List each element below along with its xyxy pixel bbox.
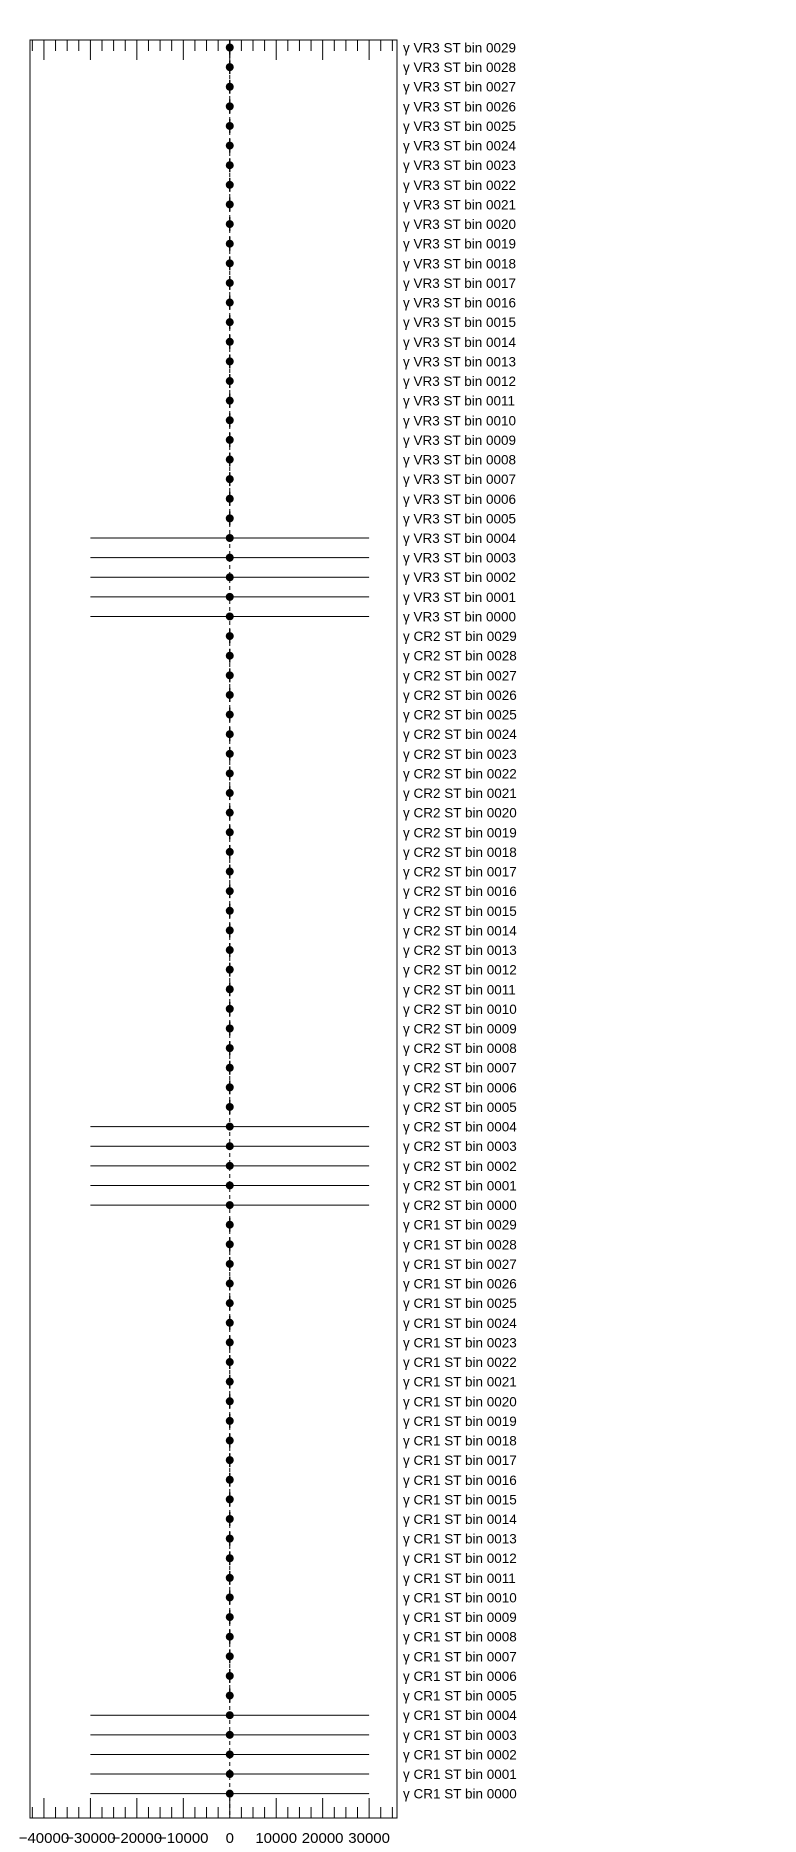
category-label: γ VR3 ST bin 0006 [403,491,517,507]
data-point [226,338,234,346]
data-point [226,279,234,287]
data-point [226,848,234,856]
data-point [226,1672,234,1680]
category-label: γ CR1 ST bin 0029 [403,1217,517,1233]
category-label: γ CR2 ST bin 0003 [403,1139,517,1155]
category-label: γ CR1 ST bin 0009 [403,1610,517,1626]
data-point [226,181,234,189]
data-point [226,750,234,758]
data-point [226,1535,234,1543]
category-label: γ CR2 ST bin 0019 [403,825,517,841]
data-point [226,1181,234,1189]
category-label: γ VR3 ST bin 0002 [403,570,517,586]
category-label: γ VR3 ST bin 0010 [403,413,517,429]
category-label: γ CR2 ST bin 0025 [403,707,517,723]
category-label: γ VR3 ST bin 0020 [403,217,517,233]
data-point [226,142,234,150]
data-point [226,554,234,562]
data-point [226,1692,234,1700]
category-label: γ VR3 ST bin 0024 [403,138,517,154]
x-tick-label: −20000 [111,1830,163,1847]
category-label: γ VR3 ST bin 0018 [403,256,517,272]
data-point [226,1476,234,1484]
data-point [226,1044,234,1052]
category-label: γ VR3 ST bin 0012 [403,374,517,390]
category-label: γ VR3 ST bin 0009 [403,432,517,448]
category-label: γ CR1 ST bin 0023 [403,1335,517,1351]
category-label: γ CR1 ST bin 0010 [403,1590,517,1606]
data-point [226,1378,234,1386]
data-point [226,1025,234,1033]
category-label: γ CR1 ST bin 0024 [403,1315,517,1331]
category-label: γ CR1 ST bin 0002 [403,1747,517,1763]
data-point [226,495,234,503]
data-point [226,612,234,620]
category-label: γ VR3 ST bin 0019 [403,236,517,252]
category-label: γ CR1 ST bin 0018 [403,1433,517,1449]
data-point [226,1123,234,1131]
x-axis-tick-labels [19,1830,390,1847]
category-label: γ CR2 ST bin 0005 [403,1099,517,1115]
category-label: γ VR3 ST bin 0003 [403,550,517,566]
data-point [226,416,234,424]
category-label: γ VR3 ST bin 0005 [403,511,517,527]
data-point [226,985,234,993]
data-point [226,1750,234,1758]
category-label: γ CR2 ST bin 0022 [403,766,517,782]
category-label: γ CR1 ST bin 0011 [403,1570,516,1586]
category-label: γ CR2 ST bin 0017 [403,864,517,880]
category-label: γ VR3 ST bin 0013 [403,354,517,370]
data-point [226,377,234,385]
data-point [226,1280,234,1288]
category-label: γ CR2 ST bin 0027 [403,668,517,684]
category-label: γ VR3 ST bin 0017 [403,275,517,291]
category-label: γ VR3 ST bin 0027 [403,79,517,95]
data-point [226,946,234,954]
category-label: γ CR1 ST bin 0008 [403,1629,517,1645]
category-label: γ CR2 ST bin 0001 [403,1178,517,1194]
x-tick-label: −30000 [65,1830,116,1847]
category-label: γ CR1 ST bin 0006 [403,1668,517,1684]
y-axis-category-labels [403,41,517,1802]
axis-ticks [32,40,392,1818]
data-point [226,102,234,110]
data-point [226,1142,234,1150]
category-label: γ CR2 ST bin 0020 [403,805,517,821]
category-label: γ CR1 ST bin 0027 [403,1256,517,1272]
category-label: γ CR2 ST bin 0029 [403,629,517,645]
category-label: γ CR1 ST bin 0021 [403,1374,517,1390]
x-tick-label: 10000 [255,1830,298,1847]
category-label: γ CR2 ST bin 0018 [403,844,517,860]
category-label: γ CR1 ST bin 0000 [403,1786,517,1802]
data-point [226,769,234,777]
category-label: γ VR3 ST bin 0025 [403,118,517,134]
data-point [226,318,234,326]
data-point [226,1790,234,1798]
category-label: γ CR2 ST bin 0016 [403,884,517,900]
data-point [226,1064,234,1072]
category-label: γ CR1 ST bin 0004 [403,1708,517,1724]
data-point [226,593,234,601]
category-label: γ VR3 ST bin 0008 [403,452,517,468]
data-point [226,514,234,522]
data-point [226,632,234,640]
category-label: γ CR1 ST bin 0013 [403,1531,517,1547]
x-tick-label: 0 [225,1830,234,1847]
data-point [226,1103,234,1111]
data-point [226,1456,234,1464]
data-point [226,730,234,738]
data-point [226,1358,234,1366]
category-label: γ CR2 ST bin 0000 [403,1198,517,1214]
category-label: γ VR3 ST bin 0001 [403,589,517,605]
data-point [226,1417,234,1425]
category-label: γ CR2 ST bin 0023 [403,746,517,762]
data-point [226,671,234,679]
category-label: γ VR3 ST bin 0021 [403,197,517,213]
category-label: γ CR2 ST bin 0026 [403,687,517,703]
data-point [226,1731,234,1739]
data-point [226,907,234,915]
data-point [226,573,234,581]
data-point [226,1240,234,1248]
category-label: γ VR3 ST bin 0015 [403,315,517,331]
data-point [226,299,234,307]
data-point [226,63,234,71]
category-label: γ CR1 ST bin 0019 [403,1413,517,1429]
data-point [226,1613,234,1621]
category-label: γ CR2 ST bin 0024 [403,727,517,743]
data-point [226,1770,234,1778]
category-label: γ VR3 ST bin 0000 [403,609,517,625]
data-point [226,887,234,895]
category-label: γ CR1 ST bin 0022 [403,1355,517,1371]
x-tick-label: −10000 [158,1830,209,1847]
data-point [226,200,234,208]
category-label: γ CR1 ST bin 0017 [403,1453,517,1469]
data-point [226,161,234,169]
category-label: γ VR3 ST bin 0026 [403,99,517,115]
data-point [226,868,234,876]
category-label: γ CR2 ST bin 0015 [403,903,517,919]
x-tick-label: 20000 [301,1830,344,1847]
data-point [226,1633,234,1641]
data-point [226,240,234,248]
data-point [226,397,234,405]
category-label: γ CR1 ST bin 0001 [403,1767,517,1783]
data-point [226,122,234,130]
data-point [226,1221,234,1229]
data-point [226,711,234,719]
category-label: γ VR3 ST bin 0029 [403,40,517,56]
x-tick-label: −40000 [18,1830,70,1847]
category-label: γ VR3 ST bin 0004 [403,531,517,546]
category-label: γ CR2 ST bin 0002 [403,1158,517,1174]
data-point [226,259,234,267]
data-point [226,789,234,797]
category-label: γ CR1 ST bin 0015 [403,1492,517,1508]
category-label: γ VR3 ST bin 0007 [403,472,517,488]
data-point [226,828,234,836]
data-point [226,1083,234,1091]
data-point [226,1652,234,1660]
category-label: γ VR3 ST bin 0022 [403,177,517,193]
category-label: γ CR1 ST bin 0025 [403,1296,517,1312]
data-point [226,220,234,228]
data-point [226,691,234,699]
plot-frame [30,40,397,1818]
data-point [226,1299,234,1307]
category-label: γ CR1 ST bin 0016 [403,1472,517,1488]
data-point [226,1162,234,1170]
data-point [226,1515,234,1523]
data-point [226,1437,234,1445]
data-point [226,456,234,464]
category-label: γ VR3 ST bin 0016 [403,295,517,311]
data-point [226,1397,234,1405]
category-label: γ VR3 ST bin 0011 [403,393,516,409]
category-label: γ CR1 ST bin 0028 [403,1237,517,1253]
data-point [226,1593,234,1601]
data-point [226,1554,234,1562]
data-point [226,1319,234,1327]
data-point [226,83,234,91]
category-label: γ CR1 ST bin 0007 [403,1649,517,1665]
category-label: γ CR1 ST bin 0012 [403,1551,517,1567]
data-point [226,1574,234,1582]
data-point [226,436,234,444]
category-label: γ CR2 ST bin 0004 [403,1119,517,1135]
category-label: γ CR2 ST bin 0011 [403,982,516,998]
data-point [226,357,234,365]
category-label: γ CR1 ST bin 0020 [403,1394,517,1410]
category-label: γ VR3 ST bin 0023 [403,158,517,174]
category-label: γ CR2 ST bin 0013 [403,943,517,959]
data-point [226,1260,234,1268]
data-point [226,1338,234,1346]
category-label: γ VR3 ST bin 0014 [403,334,517,350]
category-label: γ CR2 ST bin 0010 [403,1001,517,1017]
category-label: γ CR1 ST bin 0014 [403,1512,517,1527]
category-label: γ CR2 ST bin 0007 [403,1060,517,1076]
data-point [226,1495,234,1503]
data-point [226,475,234,483]
category-label: γ CR1 ST bin 0026 [403,1276,517,1292]
category-label: γ CR2 ST bin 0021 [403,786,517,802]
category-label: γ CR1 ST bin 0003 [403,1727,517,1743]
category-label: γ CR2 ST bin 0028 [403,648,517,664]
category-label: γ CR2 ST bin 0008 [403,1041,517,1057]
category-label: γ CR2 ST bin 0012 [403,962,517,978]
category-label: γ CR2 ST bin 0014 [403,923,517,939]
category-label: γ CR2 ST bin 0009 [403,1021,517,1037]
data-point [226,1005,234,1013]
data-point [226,1711,234,1719]
data-point [226,926,234,934]
data-point [226,534,234,542]
data-point [226,652,234,660]
data-point [226,1201,234,1209]
x-tick-label: 30000 [348,1830,390,1847]
data-point [226,966,234,974]
data-point [226,809,234,817]
category-label: γ CR2 ST bin 0006 [403,1080,517,1096]
category-label: γ CR1 ST bin 0005 [403,1688,517,1704]
category-label: γ VR3 ST bin 0028 [403,60,517,76]
